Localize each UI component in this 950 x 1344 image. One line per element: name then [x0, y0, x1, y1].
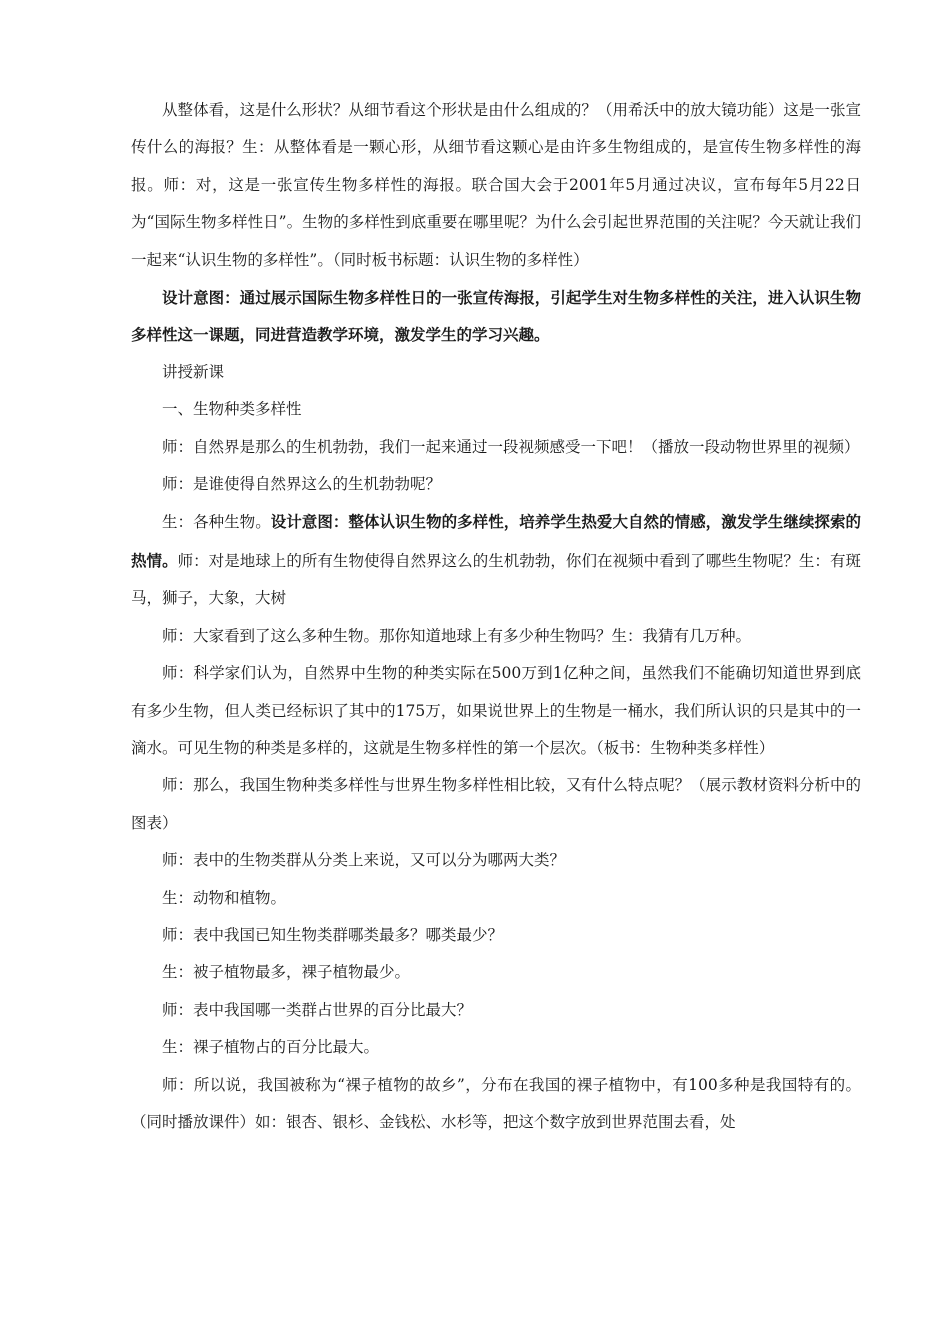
student-answer: 生：各种生物。	[162, 513, 271, 532]
paragraph-video: 师：自然界是那么的生机勃勃，我们一起来通过一段视频感受一下吧！（播放一段动物世界里的视频）	[162, 437, 860, 456]
paragraph-answer-design	[131, 503, 861, 617]
body-text	[131, 92, 861, 1141]
paragraph-question-percent: 师：表中我国哪一类群占世界的百分比最大？	[162, 1000, 473, 1019]
section-heading-new-lesson: 讲授新课	[162, 362, 225, 381]
section-heading-species-diversity: 一、生物种类多样性	[162, 400, 302, 419]
paragraph-question-who: 师：是谁使得自然界这么的生机勃勃呢？	[162, 475, 442, 494]
paragraph-gymnosperm-home: 师：所以说，我国被称为“裸子植物的故乡”，分布在我国的裸子植物中，有100多种是我国特有的。（同时播放课件）如：银杏、银杉、金钱松、水杉等，把这个数字放到世界范围去看，处	[131, 1075, 861, 1131]
paragraph-answer-most: 生：被子植物最多，裸子植物最少。	[162, 963, 411, 982]
paragraph-how-many: 师：大家看到了这么多种生物。那你知道地球上有多少种生物吗？生：我猜有几万种。	[162, 626, 752, 645]
paragraph-intro: 从整体看，这是什么形状？从细节看这个形状是由什么组成的？（用希沃中的放大镜功能）这是一张宣传什么的海报？生：从整体看是一颗心形，从细节看这颗心是由许多生物组成的，是宣传生物多样性的海报。师：对，这是一张宣传生物多样性的海报。联合国大会于2001年5月通过决议，宣布每年5月22日为“国际生物多样性日”。生物的多样性到底重要在哪里呢？为什么会引起世界范围的关注呢？今天就让我们一起来“认识生物的多样性”。（同时板书标题：认识生物的多样性）	[131, 101, 861, 269]
paragraph-design-intent-1: 设计意图：通过展示国际生物多样性日的一张宣传海报，引起学生对生物多样性的关注，进入认识生物多样性这一课题，同进营造教学环境，激发学生的学习兴趣。	[131, 288, 861, 345]
teacher-followup: 师：对是地球上的所有生物使得自然界这么的生机勃勃，你们在视频中看到了哪些生物呢？生：有斑马，狮子，大象，大树	[131, 551, 861, 608]
paragraph-answer-groups: 生：动物和植物。	[162, 888, 287, 907]
paragraph-question-most: 师：表中我国已知生物类群哪类最多？哪类最少？	[162, 925, 504, 944]
paragraph-china-compare: 师：那么，我国生物种类多样性与世界生物多样性相比较，又有什么特点呢？（展示教材资料分析中的图表）	[131, 776, 861, 832]
paragraph-answer-percent: 生：裸子植物占的百分比最大。	[162, 1038, 380, 1057]
design-intent-2: 设计意图：整体认识生物的多样性，培养学生热爱大自然的情感，激发学生继续探索的热情。	[131, 512, 861, 570]
paragraph-question-groups: 师：表中的生物类群从分类上来说，又可以分为哪两大类？	[162, 851, 566, 870]
paragraph-scientists: 师：科学家们认为，自然界中生物的种类实际在500万到1亿种之间，虽然我们不能确切知道世界到底有多少生物，但人类已经标识了其中的175万，如果说世界上的生物是一桶水，我们所认识的只是其中的一滴水。可见生物的种类是多样的，这就是生物多样性的第一个层次。（板书：生物种类多样性）	[131, 664, 861, 757]
